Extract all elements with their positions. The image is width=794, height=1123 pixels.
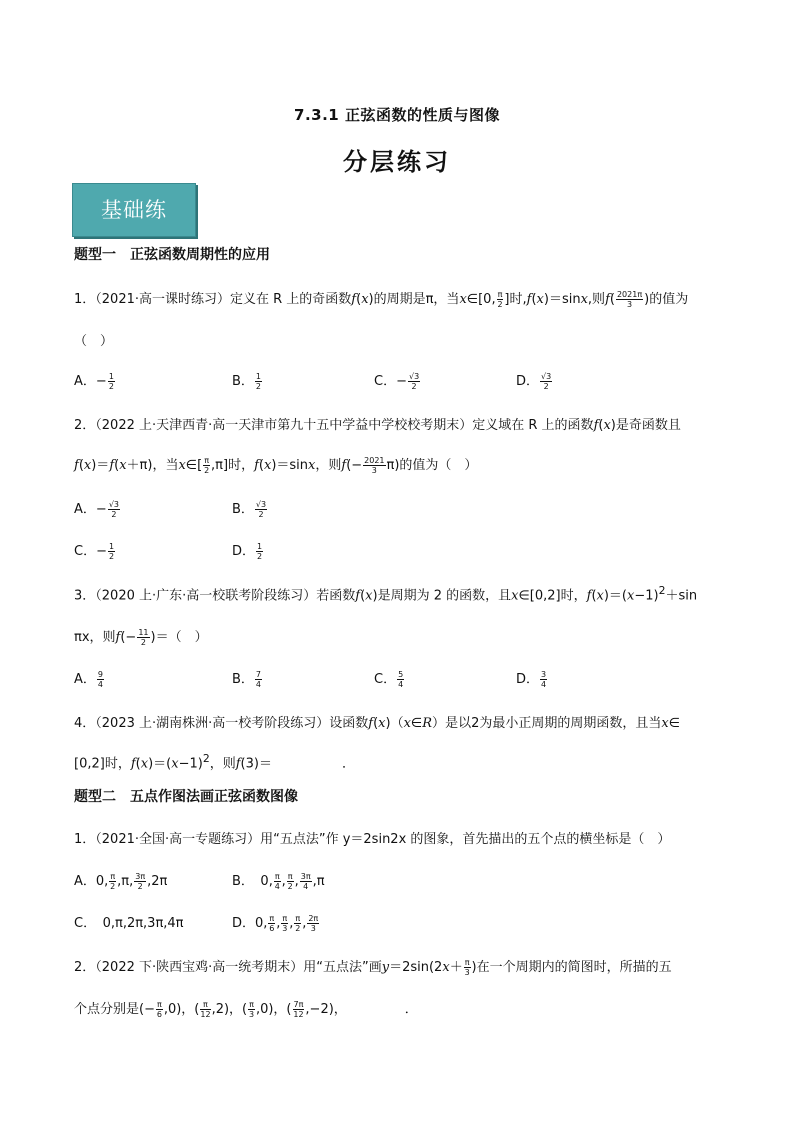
q2-option-b: B． $\frac{√3}{2}$ [232,500,267,519]
section-heading-1: 题型一 正弦函数周期性的应用 [74,247,270,263]
question-1-line-1: 1．（2021·高一课时练习）定义在 R 上的奇函数f(x)的周期是π，当x∈[0, $\frac{\pi}{2}$ ]时,f(x)＝sinx,则f( $\frac{2021\pi}{3}$ )的值为 [74,290,689,309]
s2-question-1-line-1: 1．（2021·全国·高一专题练习）用“五点法”作 y＝2sin2x 的图象，首先描出的五个点的横坐标是（ ） [74,832,671,847]
page-title: 7.3.1 正弦函数的性质与图像 [294,106,500,124]
section-heading-2: 题型二 五点作图法画正弦函数图像 [74,789,298,805]
s2-q1-option-c: C． 0,π,2π,3π,4π [74,916,184,931]
question-4-line-1: 4．（2023 上·湖南株洲·高一校考阶段练习）设函数f(x)（x∈R）是以2为最小正周期的周期函数，且当x∈ [74,716,681,731]
page-subtitle: 分层练习 [343,148,451,176]
question-1-line-2: （ ） [74,334,114,349]
s2-question-2-line-1: 2．（2022 下·陕西宝鸡·高一统考期末）用“五点法”画y＝2sin(2x＋ $\frac{\pi}{3}$ )在一个周期内的简图时，所描的五 [74,958,672,977]
q2-option-d: D． $\frac{1}{2}$ [232,542,263,561]
q1-option-c: C．− $\frac{√3}{2}$ [374,372,420,391]
s2-q1-option-d: D．0, $\frac{\pi}{6}$ , $\frac{\pi}{3}$ , $\frac{\pi}{2}$ , $\frac{2\pi}{3}$ [232,914,319,933]
q2-option-c: C．− $\frac{1}{2}$ [74,542,115,561]
q2-option-a: A．− $\frac{√3}{2}$ [74,500,119,519]
question-4-line-2: [0,2]时，$f(x)=(x-1)^2$，则f(3)＝ ． [74,752,355,772]
question-2-line-2: f(x)＝f(x＋π)，当x∈[ $\frac{\pi}{2}$ ,π]时，f(x)＝sinx，则f(− $\frac{2021}{3}$ π)的值为（ ） [74,456,478,475]
question-2-line-1: 2．（2022 上·天津西青·高一天津市第九十五中学益中学校校考期末）定义域在 R 上的函数f(x)是奇函数且 [74,418,681,433]
s2-q1-option-b: B． 0, $\frac{\pi}{4}$ , $\frac{\pi}{2}$ , $\frac{3\pi}{4}$ ,π [232,872,325,891]
q1-option-d: D． $\frac{√3}{2}$ [516,372,552,391]
s2-question-2-line-2: 个点分别是(− $\frac{\pi}{6}$ ,0)，( $\frac{\pi}{12}$ ,2)，( $\frac{\pi}{3}$ ,0)，( $\frac{7\pi}{12}$ ,−2)， ． [74,1000,418,1019]
q1-option-b: B． $\frac{1}{2}$ [232,372,262,391]
q3-option-b: B． $\frac{7}{4}$ [232,670,262,689]
q3-option-c: C． $\frac{5}{4}$ [374,670,404,689]
question-3-line-1: 3．（2020 上·广东·高一校联考阶段练习）若函数f(x)是周期为 2 的函数，且x∈[0,2]时，$f(x)=(x-1)^2+\sin$ [74,584,698,604]
q3-option-d: D． $\frac{3}{4}$ [516,670,547,689]
s2-q1-option-a: A．0, $\frac{\pi}{2}$ ,π, $\frac{3\pi}{2}$ ,2π [74,872,168,891]
question-3-line-2: πx，则f(− $\frac{11}{2}$ )＝（ ） [74,628,208,647]
q1-option-a: A．− $\frac{1}{2}$ [74,372,114,391]
level-badge: 基础练 [72,183,196,237]
q3-option-a: A． $\frac{9}{4}$ [74,670,103,689]
